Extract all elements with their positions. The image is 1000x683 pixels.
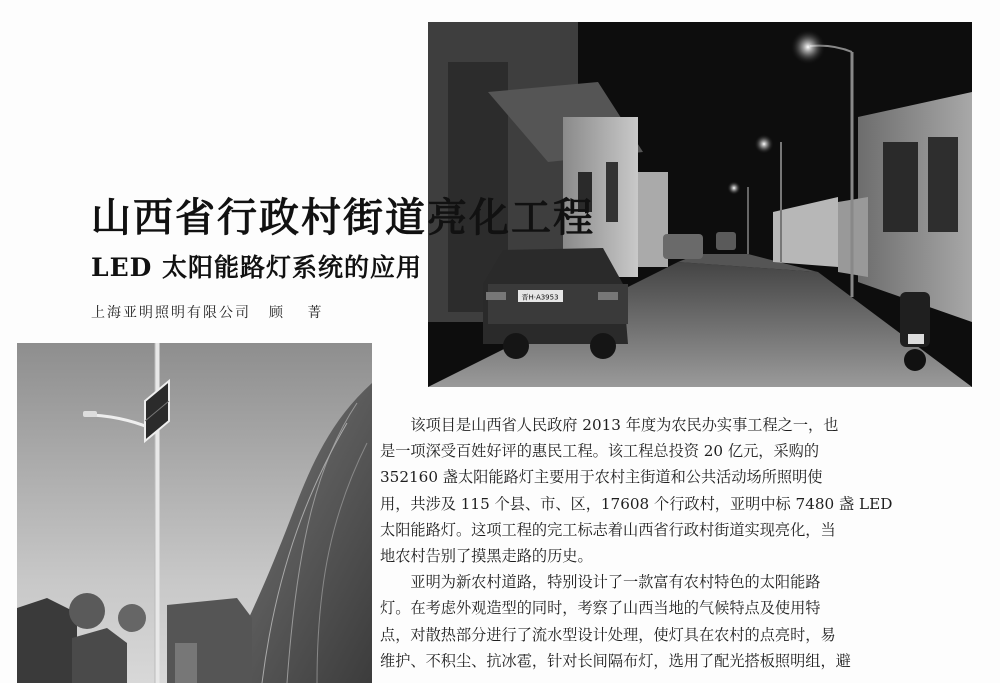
license-plate-text: 晋H·A3953 bbox=[521, 293, 559, 302]
text-line: 点，对散热部分进行了流水型设计处理，使灯具在农村的点亮时，易 bbox=[380, 625, 836, 644]
article-title: 山西省行政村街道亮化工程 bbox=[91, 195, 595, 241]
text-line: 亚明为新农村道路，特别设计了一款富有农村特色的太阳能路 bbox=[410, 573, 821, 592]
paragraph-1 bbox=[380, 412, 920, 569]
text-line: 太阳能路灯。这项工程的完工标志着山西省行政村街道实现亮化，当 bbox=[380, 520, 836, 539]
text-line: 维护、不积尘、抗冰雹，针对长间隔布灯，选用了配光搭板照明组，避 bbox=[380, 651, 851, 670]
text-line: 用，共涉及 115 个县、市、区，17608 个行政村，亚明中标 7480 盏 LED bbox=[380, 494, 893, 513]
text-line: 地农村告别了摸黑走路的历史。 bbox=[380, 547, 593, 566]
author-name: 顾 菁 bbox=[269, 305, 332, 321]
byline bbox=[91, 302, 331, 322]
solar-lamp-pole-photo bbox=[17, 343, 372, 683]
article-subtitle: LED 太阳能路灯系统的应用 bbox=[91, 253, 423, 282]
article-body bbox=[380, 412, 920, 674]
text-line: 该项目是山西省人民政府 2013 年度为农民办实事工程之一，也 bbox=[410, 416, 839, 434]
text-line: 352160 盏太阳能路灯主要用于农村主街道和公共活动场所照明使 bbox=[380, 468, 823, 487]
company-name: 上海亚明照明有限公司 bbox=[91, 305, 251, 321]
paragraph-2 bbox=[380, 569, 920, 674]
text-line: 是一项深受百姓好评的惠民工程。该工程总投资 20 亿元，采购的 bbox=[380, 442, 820, 461]
text-line: 灯。在考虑外观造型的同时，考察了山西当地的气候特点及使用特 bbox=[380, 599, 821, 618]
